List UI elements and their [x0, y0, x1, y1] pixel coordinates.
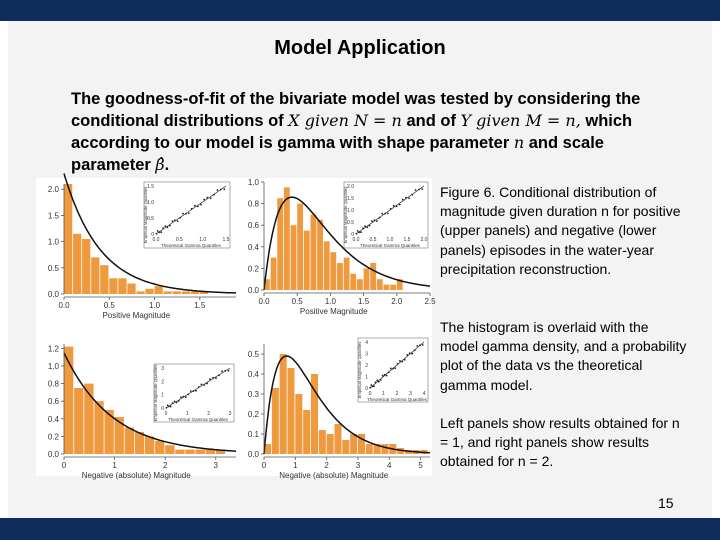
qq-point	[223, 188, 225, 190]
y-tick-label: 1.5	[47, 211, 59, 221]
qq-point	[382, 375, 384, 377]
qq-point	[215, 377, 217, 379]
qq-point	[392, 368, 394, 370]
qq-point	[376, 380, 378, 382]
math-expression: β̂	[155, 155, 165, 174]
qq-point	[370, 384, 372, 386]
qq-point	[178, 400, 180, 402]
histogram-bar	[291, 225, 297, 290]
histogram-bar	[135, 432, 144, 454]
qq-point	[409, 352, 411, 354]
x-tick-label: 0	[61, 461, 67, 470]
y-tick-label: 2.0	[47, 185, 59, 195]
top-band	[0, 0, 720, 21]
y-tick-label: 0.0	[47, 290, 59, 299]
histogram-bar	[310, 214, 316, 290]
qq-point	[212, 377, 214, 379]
x-tick-label: 0.5	[291, 297, 303, 306]
x-tick-label: 2	[324, 461, 329, 470]
qq-point	[414, 350, 416, 352]
qq-point	[174, 401, 176, 403]
x-tick-label: 2	[162, 461, 168, 470]
qq-x-axis-label: Theoretical Gamma Quantiles	[168, 417, 228, 422]
x-tick-label: 1.0	[148, 301, 161, 310]
qq-point	[384, 213, 386, 215]
qq-point	[192, 390, 194, 392]
histogram-bar	[284, 187, 290, 290]
histogram-bar	[381, 444, 388, 454]
histogram-bar	[125, 428, 134, 454]
qq-point	[191, 208, 193, 210]
x-axis-label: Negative (absolute) Magnitude	[81, 471, 191, 480]
histogram-bar	[196, 450, 205, 454]
histogram-bar	[350, 434, 357, 454]
math-expression: n	[513, 133, 525, 152]
qq-x-tick-label: 3	[409, 391, 412, 397]
qq-point	[187, 394, 189, 396]
qq-point	[388, 371, 390, 373]
qq-point	[195, 390, 197, 392]
qq-point	[369, 225, 371, 227]
histogram-bar	[366, 444, 373, 454]
qq-point	[415, 189, 417, 191]
qq-y-tick-label: 2.0	[347, 184, 354, 190]
chart-panel-4	[248, 338, 430, 480]
qq-point	[174, 219, 176, 221]
x-tick-label: 1.5	[194, 301, 206, 310]
x-tick-label: 0.0	[58, 301, 70, 310]
qq-point	[169, 225, 171, 227]
x-tick-label: 3	[213, 461, 218, 470]
qq-point	[419, 344, 421, 346]
qq-point	[218, 374, 220, 376]
qq-y-tick-label: 0	[365, 386, 368, 392]
qq-y-tick-label: 1.0	[347, 208, 354, 214]
qq-point	[160, 231, 162, 233]
histogram-bar	[319, 430, 326, 454]
qq-x-tick-label: 4	[422, 391, 426, 397]
histogram-bar	[271, 258, 277, 290]
qq-x-tick-label: 1.0	[386, 237, 394, 243]
qq-point	[221, 370, 223, 372]
caption-paragraph-2: The histogram is overlaid with the model gamma density, and a probability plot of the data vs the theoretical gamma model.	[440, 319, 687, 393]
qq-y-tick-label: 1	[161, 392, 164, 399]
qq-point	[190, 390, 192, 392]
histogram-bar	[334, 424, 341, 454]
histogram-bar	[155, 286, 163, 294]
qq-inset	[153, 364, 234, 422]
histogram-bar	[287, 368, 294, 454]
qq-point	[228, 370, 230, 372]
qq-point	[387, 213, 389, 215]
qq-point	[198, 386, 200, 388]
qq-point	[170, 406, 172, 408]
qq-y-tick-label: 2	[161, 379, 164, 386]
qq-point	[411, 353, 413, 355]
qq-point	[399, 204, 401, 206]
chart-panel-3	[48, 344, 236, 480]
chart-panel-1	[48, 174, 236, 321]
qq-x-tick-label: 0.5	[369, 237, 377, 243]
qq-point	[379, 217, 381, 219]
qq-inset	[343, 182, 428, 248]
histogram-bar	[109, 278, 117, 294]
histogram-bar	[64, 184, 72, 294]
qq-x-tick-label: 1.0	[199, 237, 207, 243]
figure-6-panels	[36, 178, 436, 480]
qq-point	[213, 194, 215, 196]
histogram-bar	[357, 279, 363, 290]
histogram-bar	[145, 436, 154, 454]
histogram-bar	[344, 258, 350, 290]
histogram-bar	[317, 220, 323, 290]
qq-x-tick-label: 0.0	[352, 237, 360, 243]
x-axis-label: Positive Magnitude	[102, 311, 171, 320]
histogram-bar	[185, 450, 194, 454]
qq-x-tick-label: 2.0	[420, 237, 428, 243]
histogram-bar	[364, 268, 370, 290]
histogram-bar	[303, 410, 310, 454]
qq-point	[166, 407, 168, 409]
histogram-bar	[337, 263, 343, 290]
qq-point	[418, 189, 420, 191]
qq-point	[380, 379, 382, 381]
qq-x-axis-label: Theoretical Gamma Quantiles	[360, 243, 420, 248]
histogram-bar	[370, 263, 376, 290]
qq-point	[390, 208, 392, 210]
qq-point	[185, 213, 187, 215]
qq-x-tick-label: 1.5	[403, 237, 411, 243]
y-tick-label: 0.4	[247, 370, 259, 379]
x-tick-label: 4	[387, 461, 392, 470]
histogram-bar	[272, 388, 279, 454]
qq-point	[203, 384, 205, 386]
slide-title: Model Application	[274, 37, 446, 59]
y-tick-label: 0.5	[247, 350, 259, 359]
qq-y-tick-label: 1.0	[147, 200, 154, 206]
qq-point	[393, 205, 395, 207]
lead-text: conditional distributions of	[71, 112, 289, 130]
caption-paragraph-1: Figure 6. Conditional distribution of magnitude given duration n for positive (upper panels) and negative (lower panels) episodes in the water-year precipitation reconstruction.	[440, 184, 681, 277]
y-tick-label: 1.2	[47, 344, 59, 354]
qq-y-tick-label: 0	[351, 232, 354, 238]
qq-y-tick-label: 1	[365, 374, 368, 381]
x-tick-label: 1	[293, 461, 298, 470]
histogram-bar	[330, 252, 336, 290]
y-tick-label: 0.2	[247, 264, 259, 274]
qq-point	[179, 217, 181, 219]
y-tick-label: 0.5	[47, 263, 59, 273]
histogram-bar	[206, 450, 215, 454]
lead-text: The goodness-of-fit of the bivariate model was tested by considering the	[71, 90, 641, 108]
histogram-bar	[145, 289, 153, 294]
qq-point	[358, 231, 360, 233]
qq-y-tick-label: 1.5	[347, 196, 354, 202]
qq-point	[371, 220, 373, 222]
x-tick-label: 1.5	[358, 297, 370, 306]
histogram-bar	[164, 291, 172, 294]
qq-inset	[357, 338, 428, 402]
histogram-bar	[73, 234, 81, 294]
histogram-bar	[384, 285, 390, 290]
lead-text: and of	[401, 112, 461, 130]
qq-x-tick-label: 1	[382, 391, 385, 397]
qq-point	[162, 227, 164, 229]
qq-y-tick-label: 3	[365, 351, 368, 358]
qq-y-tick-label: 0.5	[347, 220, 354, 226]
histogram-bar	[100, 265, 108, 294]
qq-x-tick-label: 1	[185, 411, 189, 417]
qq-x-tick-label: 0	[164, 411, 168, 417]
qq-y-axis-label: Empirical Magnitude Quantiles	[343, 186, 348, 244]
qq-y-tick-label: 0	[151, 232, 154, 238]
qq-point	[422, 344, 424, 346]
qq-point	[210, 197, 212, 199]
lead-text: parameter	[71, 156, 156, 174]
histogram-bar	[304, 231, 310, 290]
qq-y-tick-label: 3	[161, 366, 164, 372]
histogram-bar	[342, 440, 349, 454]
qq-x-tick-label: 0.0	[152, 237, 160, 243]
math-expression: X given N = n	[288, 111, 402, 130]
qq-y-axis-label: Empirical Magnitude Quantiles	[143, 186, 148, 244]
histogram-bar	[297, 204, 303, 290]
qq-point	[200, 204, 202, 206]
histogram-bar	[118, 278, 126, 294]
histogram-bar	[350, 274, 356, 290]
qq-x-tick-label: 0.5	[175, 237, 183, 243]
qq-y-axis-label: Empirical Magnitude Quantiles	[357, 341, 362, 399]
qq-point	[364, 225, 366, 227]
qq-point	[378, 381, 380, 383]
y-tick-label: 0.0	[47, 450, 59, 459]
qq-point	[390, 368, 392, 370]
qq-point	[207, 197, 209, 199]
x-tick-label: 0.5	[103, 301, 115, 310]
histogram-bar	[182, 291, 190, 294]
histogram-bar	[136, 291, 144, 294]
y-tick-label: 0.6	[247, 221, 259, 231]
histogram-bar	[327, 434, 334, 454]
qq-point	[404, 359, 406, 361]
qq-point	[180, 396, 182, 398]
page-number: 15	[658, 495, 674, 511]
x-tick-label: 5	[418, 461, 423, 470]
qq-point	[209, 378, 211, 380]
qq-point	[357, 230, 359, 232]
qq-point	[360, 231, 362, 233]
qq-point	[416, 345, 418, 347]
qq-point	[411, 194, 413, 196]
qq-point	[366, 227, 368, 229]
figure-6	[36, 178, 436, 480]
histogram-bar	[390, 285, 396, 290]
chart-panel-2	[248, 178, 436, 316]
qq-point	[206, 383, 208, 385]
histogram-bar	[165, 445, 174, 454]
x-tick-label: 3	[355, 461, 361, 470]
qq-x-tick-label: 2	[207, 411, 211, 417]
qq-point	[156, 233, 158, 235]
qq-point	[177, 220, 179, 222]
qq-x-tick-label: 0	[368, 391, 372, 397]
caption-paragraph-3: Left panels show results obtained for n = 1, and right panels show results obtained for n = 2.	[440, 415, 680, 470]
qq-point	[397, 363, 399, 365]
y-tick-label: 0.8	[247, 199, 259, 209]
y-tick-label: 1.0	[247, 178, 259, 187]
y-tick-label: 0.6	[47, 397, 59, 407]
lead-text: which	[580, 112, 633, 130]
qq-y-tick-label: 0.5	[147, 216, 154, 222]
qq-point	[386, 375, 388, 377]
lead-text: .	[164, 156, 170, 174]
histogram-bar	[295, 394, 302, 454]
bottom-band	[0, 518, 720, 540]
qq-point	[201, 384, 203, 386]
qq-point	[401, 361, 403, 363]
y-tick-label: 0.4	[247, 242, 259, 252]
qq-inset	[143, 182, 230, 248]
x-tick-label: 1.0	[324, 297, 336, 306]
qq-point	[197, 206, 199, 208]
qq-point	[362, 227, 364, 229]
qq-point	[376, 220, 378, 222]
qq-point	[381, 213, 383, 215]
histogram-bar	[127, 284, 135, 294]
x-tick-label: 2.0	[391, 297, 403, 306]
qq-point	[203, 199, 205, 201]
histogram-bar	[377, 279, 383, 290]
qq-point	[185, 396, 187, 398]
qq-y-tick-label: 4	[365, 340, 368, 346]
y-tick-label: 0.8	[47, 379, 59, 389]
y-tick-label: 0.4	[47, 414, 59, 424]
qq-point	[402, 199, 404, 201]
qq-point	[373, 385, 375, 387]
math-expression: Y given M = n,	[460, 111, 581, 130]
histogram-bar	[155, 441, 164, 454]
qq-point	[394, 367, 396, 369]
y-tick-label: 0.0	[247, 450, 259, 459]
qq-y-tick-label: 2	[365, 363, 368, 369]
qq-point	[172, 220, 174, 222]
histogram-bar	[74, 388, 83, 454]
qq-point	[217, 189, 219, 191]
y-tick-label: 0.1	[247, 430, 259, 439]
qq-point	[182, 213, 184, 215]
y-tick-label: 1.0	[47, 362, 59, 371]
lead-text: and scale	[524, 134, 604, 152]
y-tick-label: 0.2	[247, 410, 259, 419]
histogram-bar	[280, 354, 287, 454]
x-axis-label: Negative (absolute) Magnitude	[279, 471, 389, 480]
x-tick-label: 0.0	[258, 297, 270, 306]
qq-point	[194, 205, 196, 207]
qq-x-tick-label: 3	[228, 411, 232, 417]
qq-x-axis-label: Theoretical Gamma Quantiles	[161, 243, 221, 248]
histogram-bar	[82, 239, 90, 294]
qq-point	[396, 206, 398, 208]
qq-point	[374, 219, 376, 221]
qq-point	[406, 354, 408, 356]
qq-x-tick-label: 2	[395, 391, 399, 397]
qq-x-axis-label: Theoretical Gamma Quantiles	[367, 397, 427, 402]
qq-y-axis-label: Empirical Magnitude Quantiles	[153, 364, 158, 422]
qq-point	[408, 197, 410, 199]
qq-point	[172, 402, 174, 404]
qq-point	[384, 374, 386, 376]
qq-point	[164, 225, 166, 227]
qq-point	[167, 405, 169, 407]
y-tick-label: 0.0	[247, 286, 259, 295]
qq-y-tick-label: 0	[161, 406, 164, 412]
qq-point	[220, 189, 222, 191]
x-axis-label: Positive Magnitude	[299, 307, 368, 316]
qq-point	[157, 230, 159, 232]
histogram-bar	[173, 291, 181, 294]
qq-point	[375, 382, 377, 384]
qq-point	[168, 406, 170, 408]
qq-point	[158, 231, 160, 233]
x-tick-label: 1	[112, 461, 117, 470]
x-tick-label: 0	[261, 461, 267, 470]
y-tick-label: 0.3	[247, 390, 259, 399]
qq-point	[176, 402, 178, 404]
histogram-bar	[91, 257, 99, 294]
y-tick-label: 1.0	[47, 237, 59, 247]
x-tick-label: 2.5	[424, 297, 436, 306]
histogram-bar	[324, 241, 330, 290]
qq-point	[224, 370, 226, 372]
lead-text: according to our model is gamma with shape parameter	[71, 134, 514, 152]
qq-point	[188, 213, 190, 215]
qq-x-tick-label: 1.5	[222, 237, 230, 243]
y-tick-label: 0.2	[47, 432, 59, 442]
qq-point	[182, 396, 184, 398]
qq-point	[356, 233, 358, 235]
histogram-bar	[175, 450, 184, 454]
qq-point	[399, 360, 401, 362]
qq-point	[369, 387, 371, 389]
qq-point	[405, 197, 407, 199]
qq-point	[421, 188, 423, 190]
qq-point	[167, 227, 169, 229]
qq-y-tick-label: 1.5	[147, 184, 154, 190]
lead-paragraph	[71, 88, 671, 176]
